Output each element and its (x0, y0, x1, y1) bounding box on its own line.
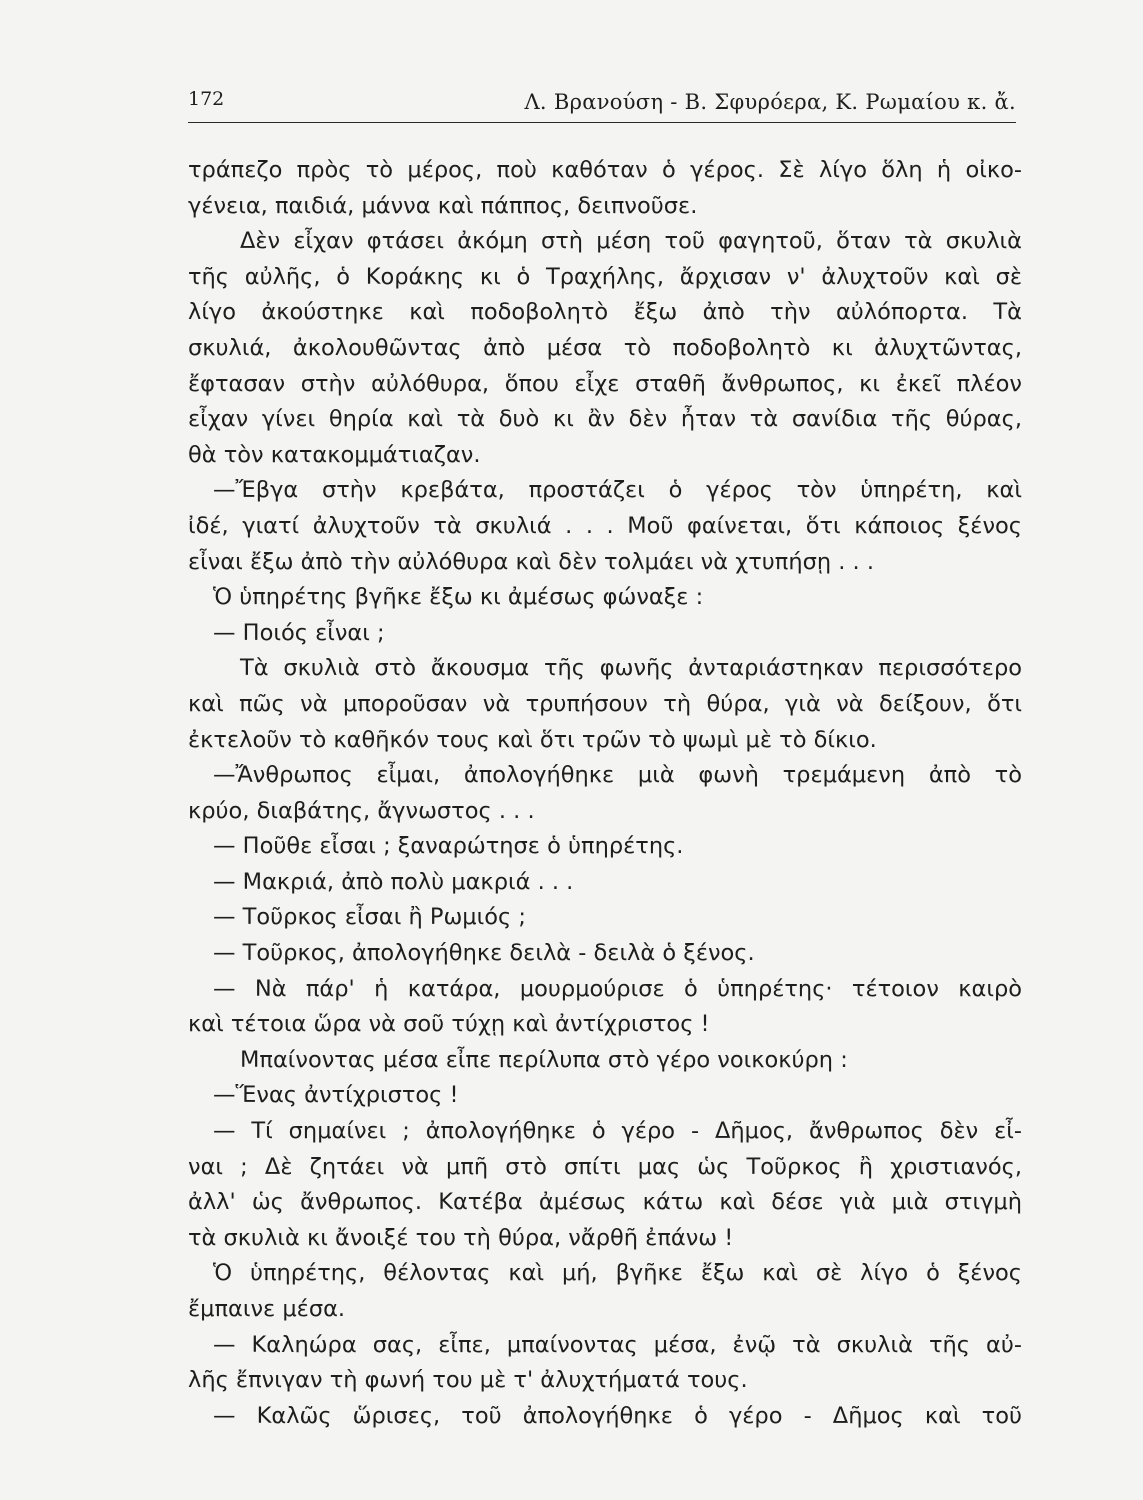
text-line: σκυλιά, ἀκολουθῶντας ἀπὸ μέσα τὸ ποδοβολητὸ κι ἀλυχτῶντας, (188, 334, 1022, 361)
text-line: τὰ σκυλιὰ κι ἄνοιξέ του τὴ θύρα, νἄρθῆ ἐπάνω ! (188, 1224, 734, 1251)
text-line: ἰδέ, γιατί ἀλυχτοῦν τὰ σκυλιά . . . Μοῦ φαίνεται, ὅτι κάποιος ξένος (188, 512, 1022, 539)
text-line: εἶναι ἔξω ἀπὸ τὴν αὐλόθυρα καὶ δὲν τολμάει νὰ χτυπήσῃ . . . (188, 548, 875, 575)
text-line: ἔμπαινε μέσα. (188, 1296, 346, 1322)
body-text (188, 153, 1022, 1434)
text-line: τράπεζο πρὸς τὸ μέρος, ποὺ καθόταν ὁ γέρος. Σὲ λίγο ὅλη ἡ οἰκο- (188, 157, 1022, 183)
text-line: λῆς ἔπνιγαν τὴ φωνή του μὲ τ' ἀλυχτήματά τους. (188, 1367, 748, 1394)
text-line: Τὰ σκυλιὰ στὸ ἄκουσμα τῆς φωνῆς ἀνταριάστηκαν περισσότερο (240, 655, 1022, 682)
text-line: καὶ τέτοια ὥρα νὰ σοῦ τύχῃ καὶ ἀντίχριστος ! (188, 1011, 710, 1038)
text-line: Ὁ ὑπηρέτης βγῆκε ἔξω κι ἀμέσως φώναξε : (213, 584, 704, 611)
text-line: τῆς αὐλῆς, ὁ Κοράκης κι ὁ Τραχήλης, ἄρχισαν ν' ἀλυχτοῦν καὶ σὲ (188, 263, 1022, 290)
text-line: ναι ; Δὲ ζητάει νὰ μπῆ στὸ σπίτι μας ὡς Τοῦρκος ἢ χριστιανός, (188, 1153, 1022, 1180)
text-line: —Ἄνθρωπος εἶμαι, ἀπολογήθηκε μιὰ φωνὴ τρεμάμενη ἀπὸ τὸ (213, 762, 1022, 789)
text-line: γένεια, παιδιά, μάννα καὶ πάππος, δειπνοῦσε. (188, 192, 698, 219)
text-line: ἔφτασαν στὴν αὐλόθυρα, ὅπου εἶχε σταθῆ ἄνθρωπος, κι ἐκεῖ πλέον (188, 370, 1022, 397)
running-header (188, 88, 1016, 123)
page-number: 172 (188, 88, 225, 110)
text-line: Μπαίνοντας μέσα εἶπε περίλυπα στὸ γέρο νοικοκύρη : (240, 1046, 848, 1073)
text-line: κρύο, διαβάτης, ἄγνωστος . . . (188, 797, 535, 824)
text-line: — Καλῶς ὥρισες, τοῦ ἀπολογήθηκε ὁ γέρο - Δῆμος καὶ τοῦ (213, 1402, 1022, 1429)
text-line: Ὁ ὑπηρέτης, θέλοντας καὶ μή, βγῆκε ἔξω καὶ σὲ λίγο ὁ ξένος (213, 1260, 1022, 1287)
text-line: — Νὰ πάρ' ἡ κατάρα, μουρμούρισε ὁ ὑπηρέτης· τέτοιον καιρὸ (213, 975, 1022, 1002)
text-line: —Ἔβγα στὴν κρεβάτα, προστάζει ὁ γέρος τὸν ὑπηρέτη, καὶ (213, 477, 1022, 504)
text-line: — Καληώρα σας, εἶπε, μπαίνοντας μέσα, ἐνῷ τὰ σκυλιὰ τῆς αὐ- (213, 1331, 1022, 1358)
text-line: θὰ τὸν κατακομμάτιαζαν. (188, 441, 481, 468)
text-line: ἐκτελοῦν τὸ καθῆκόν τους καὶ ὅτι τρῶν τὸ ψωμὶ μὲ τὸ δίκιο. (188, 726, 877, 753)
text-line: — Τοῦρκος, ἀπολογήθηκε δειλὰ - δειλὰ ὁ ξένος. (213, 940, 755, 967)
text-line: — Τί σημαίνει ; ἀπολογήθηκε ὁ γέρο - Δῆμος, ἄνθρωπος δὲν εἶ- (213, 1118, 1022, 1145)
text-line: εἶχαν γίνει θηρία καὶ τὰ δυὸ κι ἂν δὲν ἦταν τὰ σανίδια τῆς θύρας, (188, 406, 1022, 433)
text-line: καὶ πῶς νὰ μποροῦσαν νὰ τρυπήσουν τὴ θύρα, γιὰ νὰ δείξουν, ὅτι (188, 690, 1022, 717)
text-line: ἀλλ' ὡς ἄνθρωπος. Κατέβα ἀμέσως κάτω καὶ δέσε γιὰ μιὰ στιγμὴ (188, 1189, 1022, 1216)
text-line: — Ποιός εἶναι ; (213, 619, 385, 646)
running-title: Λ. Βρανούση - Β. Σφυρόερα, Κ. Ρωμαίου κ. ἄ. (524, 90, 1016, 114)
text-line: —Ἕνας ἀντίχριστος ! (213, 1082, 459, 1109)
text-line: λίγο ἀκούστηκε καὶ ποδοβολητὸ ἔξω ἀπὸ τὴν αὐλόπορτα. Τὰ (188, 299, 1022, 326)
text-line: Δὲν εἶχαν φτάσει ἀκόμη στὴ μέση τοῦ φαγητοῦ, ὅταν τὰ σκυλιὰ (240, 228, 1022, 255)
text-line: — Μακριά, ἀπὸ πολὺ μακριά . . . (213, 868, 574, 895)
text-line: — Τοῦρκος εἶσαι ἢ Ρωμιός ; (213, 904, 526, 931)
text-line: — Ποῦθε εἶσαι ; ξαναρώτησε ὁ ὑπηρέτης. (213, 833, 684, 860)
